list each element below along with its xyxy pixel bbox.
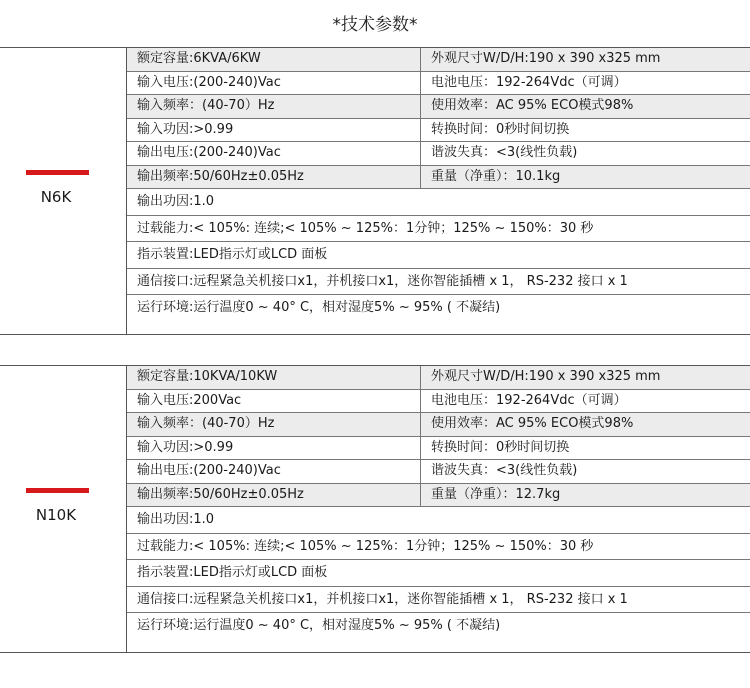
spec-cell: 输入功因:>0.99 bbox=[127, 437, 421, 460]
spec-cell: 使用效率：AC 95% ECO模式98% bbox=[421, 95, 750, 118]
spec-row bbox=[127, 587, 750, 614]
spec-cell: 电池电压：192-264Vdc（可调） bbox=[431, 392, 627, 408]
spec-cell: 运行环境:运行温度0 ~ 40° C，相对湿度5% ~ 95% ( 不凝结) bbox=[137, 618, 501, 633]
spec-row bbox=[127, 437, 750, 461]
spec-cell: 重量（净重）：12.7kg bbox=[421, 484, 750, 507]
spec-row bbox=[127, 390, 750, 414]
spec-row bbox=[127, 166, 750, 190]
spec-cell: 指示装置:LED指示灯或LCD 面板 bbox=[137, 565, 328, 580]
spec-cell: 输出频率:50/60Hz±0.05Hz bbox=[127, 484, 421, 507]
spec-cell: 输出功因:1.0 bbox=[137, 194, 215, 209]
spec-cell: 输入功因:>0.99 bbox=[127, 119, 421, 142]
spec-cell: 输出功因:1.0 bbox=[137, 512, 215, 527]
model-name: N10K bbox=[35, 506, 77, 524]
spec-cell: 使用效率：AC 95% ECO模式98% bbox=[421, 413, 750, 436]
spec-cell: 转换时间：0秒时间切换 bbox=[431, 439, 570, 455]
spec-cell: 通信接口:远程紧急关机接口x1，并机接口x1，迷你智能插槽 x 1， RS-232 接口 x 1 bbox=[137, 273, 628, 289]
page-title: *技术参数* bbox=[332, 15, 418, 35]
spec-cell: 输入频率：(40-70）Hz bbox=[127, 413, 421, 436]
spec-cell: 外观尺寸W/D/H:190 x 390 x325 mm bbox=[421, 366, 750, 389]
spec-cell: 输出频率:50/60Hz±0.05Hz bbox=[127, 166, 421, 189]
spec-row bbox=[127, 72, 750, 96]
spec-cell: 电池电压：192-264Vdc（可调） bbox=[431, 74, 627, 90]
spec-row bbox=[127, 460, 750, 484]
spec-cell: 额定容量:6KVA/6KW bbox=[127, 48, 421, 71]
spec-row bbox=[127, 189, 750, 216]
spec-cell: 输出电压:(200-240)Vac bbox=[127, 142, 421, 165]
spec-row bbox=[127, 484, 750, 508]
spec-row bbox=[127, 507, 750, 534]
spec-row bbox=[127, 48, 750, 72]
spec-cell: 过载能力:< 105%: 连续;< 105% ~ 125%：1分钟；125% ~ 150%：30 秒 bbox=[137, 538, 594, 554]
spec-cell: 转换时间：0秒时间切换 bbox=[431, 121, 570, 137]
spec-cell: 额定容量:10KVA/10KW bbox=[127, 366, 421, 389]
spec-row bbox=[127, 269, 750, 296]
spec-block-n10k bbox=[0, 365, 750, 653]
spec-cell: 外观尺寸W/D/H:190 x 390 x325 mm bbox=[421, 48, 750, 71]
model-accent-bar bbox=[26, 170, 89, 175]
spec-cell: 谐波失真：<3(线性负载) bbox=[431, 145, 578, 160]
spec-row bbox=[127, 119, 750, 143]
model-cell bbox=[0, 48, 127, 334]
spec-row bbox=[127, 613, 750, 639]
spec-cell: 输入电压:200Vac bbox=[127, 390, 421, 413]
spec-row bbox=[127, 560, 750, 587]
spec-cell: 重量（净重）：10.1kg bbox=[421, 166, 750, 189]
spec-row bbox=[127, 95, 750, 119]
spec-row bbox=[127, 216, 750, 243]
model-accent-bar bbox=[26, 488, 89, 493]
spec-row bbox=[127, 534, 750, 561]
spec-cell: 通信接口:远程紧急关机接口x1，并机接口x1，迷你智能插槽 x 1， RS-232 接口 x 1 bbox=[137, 591, 628, 607]
spec-row bbox=[127, 242, 750, 269]
spec-row bbox=[127, 413, 750, 437]
spec-cell: 运行环境:运行温度0 ~ 40° C，相对湿度5% ~ 95% ( 不凝结) bbox=[137, 300, 501, 315]
spec-cell: 谐波失真：<3(线性负载) bbox=[431, 463, 578, 478]
spec-cell: 指示装置:LED指示灯或LCD 面板 bbox=[137, 247, 328, 262]
spec-cell: 过载能力:< 105%: 连续;< 105% ~ 125%：1分钟；125% ~ 150%：30 秒 bbox=[137, 220, 594, 236]
spec-rows bbox=[127, 366, 750, 639]
spec-row bbox=[127, 295, 750, 321]
spec-cell: 输入频率：(40-70）Hz bbox=[127, 95, 421, 118]
model-name: N6K bbox=[40, 188, 72, 206]
spec-block-n6k bbox=[0, 47, 750, 335]
spec-row bbox=[127, 142, 750, 166]
spec-cell: 输出电压:(200-240)Vac bbox=[127, 460, 421, 483]
model-cell bbox=[0, 366, 127, 652]
spec-cell: 输入电压:(200-240)Vac bbox=[127, 72, 421, 95]
spec-row bbox=[127, 366, 750, 390]
spec-rows bbox=[127, 48, 750, 321]
